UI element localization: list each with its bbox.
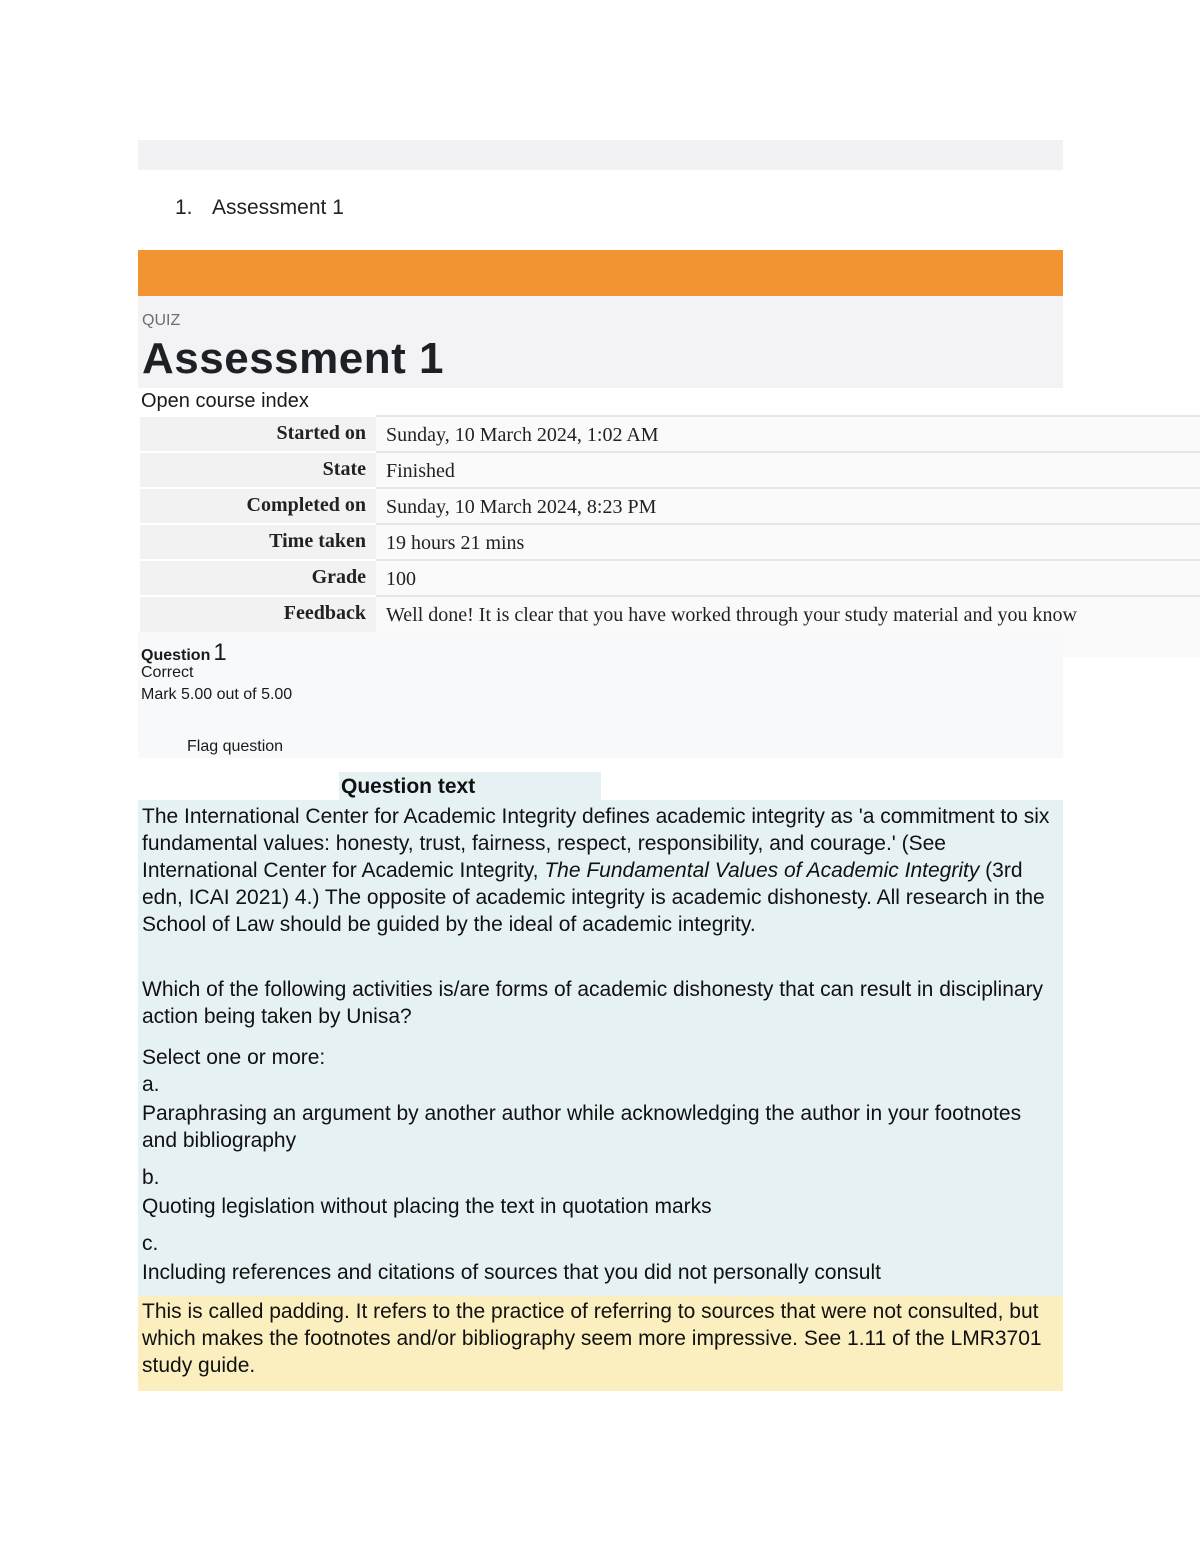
summary-row-started: [140, 416, 1200, 452]
answer-option-c-text[interactable]: Including references and citations of sources that you did not personally consult: [142, 1261, 881, 1284]
question-paragraph-1-text: The International Center for Academic Integrity defines academic integrity as 'a commitment to six fundamental values: honesty, trust, fairness, respect, responsibility, and courage.' (See International Center for Academic Integrity,: [142, 805, 1050, 882]
answer-option-c-letter[interactable]: c.: [142, 1232, 159, 1255]
summary-row-grade: [140, 560, 1200, 596]
breadcrumb-item-assessment[interactable]: Assessment 1: [212, 196, 344, 219]
summary-row-state: [140, 452, 1200, 488]
summary-value: 19 hours 21 mins: [376, 524, 1200, 560]
answer-prompt: Select one or more:: [142, 1046, 326, 1069]
question-label: Question: [141, 647, 211, 664]
summary-label: Feedback: [140, 596, 376, 657]
summary-value: Finished: [376, 452, 1200, 488]
answer-option-a-text[interactable]: Paraphrasing an argument by another author while acknowledging the author in your footnotes and bibliography: [142, 1102, 1022, 1152]
summary-label: Time taken: [140, 524, 376, 560]
summary-label: Started on: [140, 416, 376, 452]
flag-question-button[interactable]: Flag question: [187, 738, 284, 755]
page-header-banner: [138, 250, 1063, 296]
top-navbar: [138, 140, 1063, 170]
question-paragraph-1-text-end: (3rd edn, ICAI 2021) 4.) The opposite of academic integrity is academic dishonesty. All research in the School of Law should be guided by the ideal of academic integrity.: [142, 859, 1045, 936]
question-state: Correct: [141, 664, 194, 681]
breadcrumb-number: 1.: [175, 196, 193, 219]
question-number: [141, 639, 227, 667]
attempt-summary-table: [140, 415, 1200, 657]
question-paragraph-2: Which of the following activities is/are forms of academic dishonesty that can result in disciplinary action being taken by Unisa?: [142, 978, 1044, 1028]
answer-option-b-letter[interactable]: b.: [142, 1166, 160, 1189]
question-number-value: 1: [213, 639, 227, 666]
feedback-line-1: Well done! It is clear that you have worked through your study material and you know: [386, 604, 1077, 626]
question-paragraph-1: [142, 803, 1057, 938]
summary-row-time-taken: [140, 524, 1200, 560]
page-title: Assessment 1: [142, 334, 444, 383]
summary-label: Grade: [140, 560, 376, 596]
open-course-index-link[interactable]: Open course index: [141, 390, 309, 412]
question-text-heading-label: Question text: [341, 775, 476, 798]
specific-feedback-text: This is called padding. It refers to the practice of referring to sources that were not consulted, but which makes the footnotes and/or bibliography seem more impressive. See 1.11 of the LMR3701 study guide.: [142, 1300, 1042, 1377]
summary-label: Completed on: [140, 488, 376, 524]
answer-option-a-letter[interactable]: a.: [142, 1073, 160, 1096]
question-text-heading: [339, 772, 601, 800]
summary-value: Sunday, 10 March 2024, 8:23 PM: [376, 488, 1200, 524]
activity-type-label: QUIZ: [142, 312, 181, 329]
summary-value: Sunday, 10 March 2024, 1:02 AM: [376, 416, 1200, 452]
summary-value: 100: [376, 560, 1200, 596]
summary-row-completed: [140, 488, 1200, 524]
question-mark: Mark 5.00 out of 5.00: [141, 686, 293, 703]
breadcrumb: [175, 196, 344, 220]
summary-label: State: [140, 452, 376, 488]
answer-option-b-text[interactable]: Quoting legislation without placing the text in quotation marks: [142, 1195, 712, 1218]
question-citation-title: The Fundamental Values of Academic Integrity: [544, 859, 980, 882]
